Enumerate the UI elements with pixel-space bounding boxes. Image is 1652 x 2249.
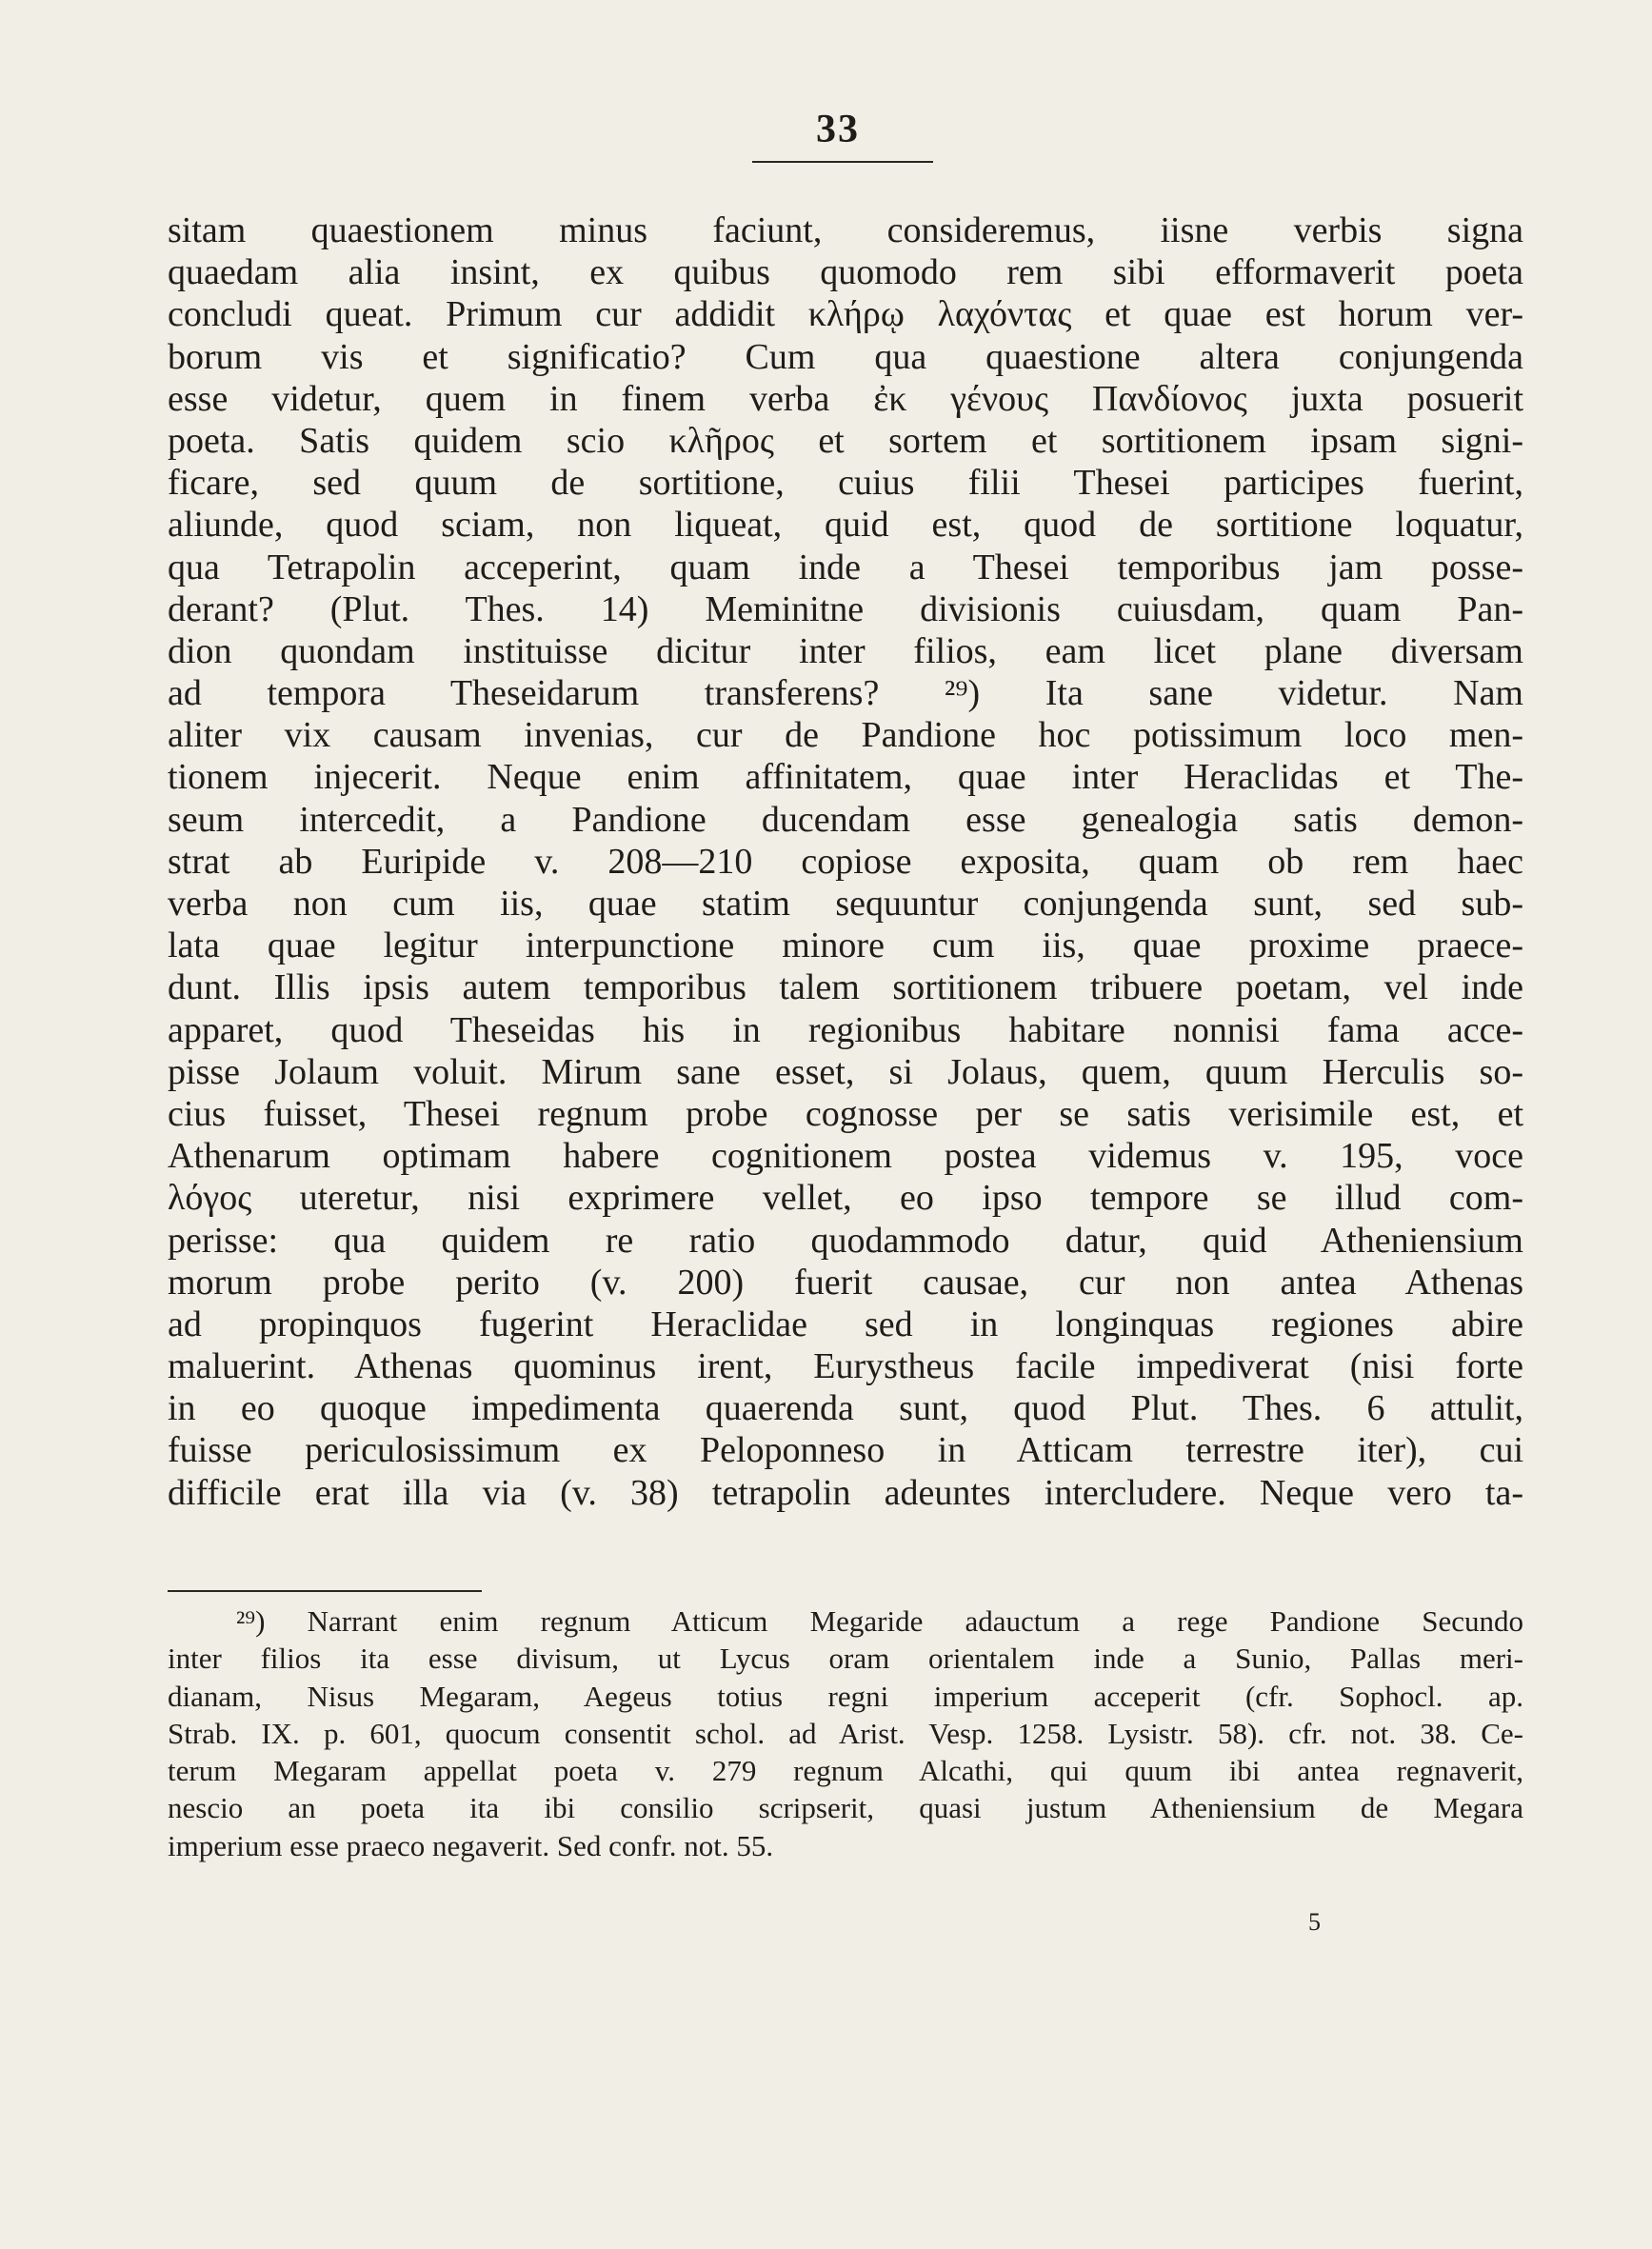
footnote-line: ²⁹) Narrant enim regnum Atticum Megaride adauctum a rege Pandione Secundo xyxy=(236,1604,1523,1638)
text-line: sitam quaestionem minus faciunt, consideremus, iisne verbis signa xyxy=(168,210,1523,250)
signature-mark: 5 xyxy=(1308,1908,1321,1936)
text-line: tionem injecerit. Neque enim affinitatem, quae inter Heraclidas et The- xyxy=(168,757,1523,798)
text-line: quaedam alia insint, ex quibus quomodo rem sibi efformaverit poeta xyxy=(168,252,1523,293)
header-rule xyxy=(752,161,933,163)
text-line: verba non cum iis, quae statim sequuntur conjungenda sunt, sed sub- xyxy=(168,884,1523,924)
text-line: lata quae legitur interpunctione minore cum iis, quae proxime praece- xyxy=(168,925,1523,966)
text-line: pisse Jolaum voluit. Mirum sane esset, si Jolaus, quem, quum Herculis so- xyxy=(168,1051,1523,1092)
footnote-block xyxy=(168,1602,1523,1864)
text-line: derant? (Plut. Thes. 14) Meminitne divisionis cuiusdam, quam Pan- xyxy=(168,588,1523,629)
text-line: seum intercedit, a Pandione ducendam esse genealogia satis demon- xyxy=(168,799,1523,840)
footnote-line: Strab. IX. p. 601, quocum consentit schol. ad Arist. Vesp. 1258. Lysistr. 58). cfr. not. 38. Ce- xyxy=(168,1716,1523,1750)
text-line: aliter vix causam invenias, cur de Pandione hoc potissimum loco men- xyxy=(168,715,1523,756)
main-text-block xyxy=(168,209,1523,1514)
text-line: ad propinquos fugerint Heraclidae sed in longinquas regiones abire xyxy=(168,1304,1523,1344)
footnote-line: dianam, Nisus Megaram, Aegeus totius regni imperium acceperit (cfr. Sophocl. ap. xyxy=(168,1679,1523,1713)
text-line: apparet, quod Theseidas his in regionibus habitare nonnisi fama acce- xyxy=(168,1009,1523,1050)
text-line: in eo quoque impedimenta quaerenda sunt, quod Plut. Thes. 6 attulit, xyxy=(168,1388,1523,1429)
text-line: concludi queat. Primum cur addidit κλήρῳ λαχόντας et quae est horum ver- xyxy=(168,294,1523,335)
text-line: strat ab Euripide v. 208—210 copiose exposita, quam ob rem haec xyxy=(168,841,1523,882)
text-line: dion quondam instituisse dicitur inter filios, eam licet plane diversam xyxy=(168,630,1523,671)
text-line: borum vis et significatio? Cum qua quaestione altera conjungenda xyxy=(168,336,1523,377)
footnote-line: inter filios ita esse divisum, ut Lycus oram orientalem inde a Sunio, Pallas meri- xyxy=(168,1642,1523,1676)
text-line: λόγος uteretur, nisi exprimere vellet, eo ipso tempore se illud com- xyxy=(168,1178,1523,1219)
footnote-rule xyxy=(168,1590,482,1592)
text-line: esse videtur, quem in finem verba ἐκ γένους Πανδίονος juxta posuerit xyxy=(168,378,1523,419)
text-line: ad tempora Theseidarum transferens? ²⁹) Ita sane videtur. Nam xyxy=(168,673,1523,714)
text-line: fuisse periculosissimum ex Peloponneso in Atticam terrestre iter), cui xyxy=(168,1430,1523,1471)
text-line: difficile erat illa via (v. 38) tetrapolin adeuntes intercludere. Neque vero ta- xyxy=(168,1472,1523,1513)
text-line: aliunde, quod sciam, non liqueat, quid est, quod de sortitione loquatur, xyxy=(168,505,1523,546)
text-line: dunt. Illis ipsis autem temporibus talem sortitionem tribuere poetam, vel inde xyxy=(168,967,1523,1008)
page-number: 33 xyxy=(816,108,860,151)
text-line: cius fuisset, Thesei regnum probe cognosse per se satis verisimile est, et xyxy=(168,1093,1523,1134)
footnote-line: nescio an poeta ita ibi consilio scripserit, quasi justum Atheniensium de Megara xyxy=(168,1791,1523,1825)
text-line: morum probe perito (v. 200) fuerit causae, cur non antea Athenas xyxy=(168,1262,1523,1303)
text-line: qua Tetrapolin acceperint, quam inde a Thesei temporibus jam posse- xyxy=(168,547,1523,587)
text-line: perisse: qua quidem re ratio quodammodo datur, quid Atheniensium xyxy=(168,1220,1523,1261)
text-line: maluerint. Athenas quominus irent, Eurystheus facile impediverat (nisi forte xyxy=(168,1346,1523,1387)
text-line: poeta. Satis quidem scio κλῆρος et sortem et sortitionem ipsam signi- xyxy=(168,420,1523,461)
text-line: ficare, sed quum de sortitione, cuius filii Thesei participes fuerint, xyxy=(168,463,1523,504)
footnote-line: terum Megaram appellat poeta v. 279 regnum Alcathi, qui quum ibi antea regnaverit, xyxy=(168,1754,1523,1788)
text-line: Athenarum optimam habere cognitionem postea videmus v. 195, voce xyxy=(168,1136,1523,1177)
footnote-line: imperium esse praeco negaverit. Sed confr. not. 55. xyxy=(168,1828,774,1862)
